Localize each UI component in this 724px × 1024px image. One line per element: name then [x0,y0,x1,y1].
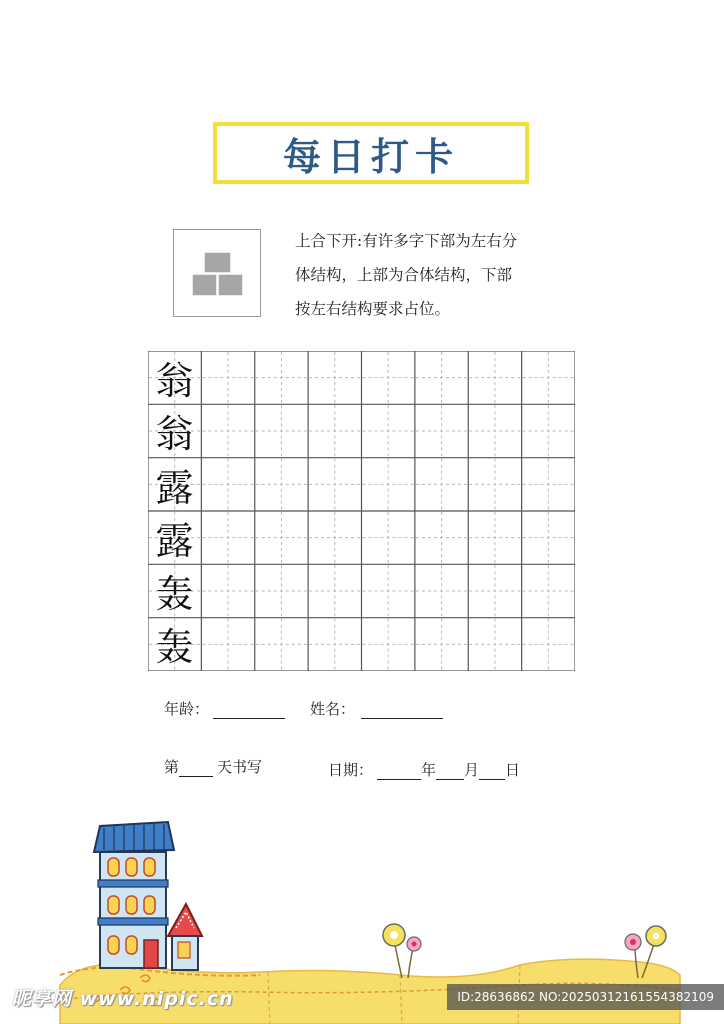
day-prefix: 第 [164,758,180,776]
name-label: 姓名： [310,700,356,718]
description-line-3: 按左右结构要求占位。 [295,300,451,318]
page-title: 每日打卡 [282,134,459,179]
tall-house-icon [94,822,174,968]
model-char-3: 露 [155,466,194,510]
description-line-2: 体结构，上部为合体结构，下部 [295,266,513,284]
watermark-id: ID:28636862 NO:20250312161554382109 [447,984,724,1010]
model-char-2: 翁 [155,412,194,456]
description-line-1: 上合下开:有许多字下部为左右分 [295,232,518,250]
age-label: 年龄： [164,700,210,718]
watermark-site: 昵享网 www.nipic.cn [12,988,234,1010]
date-label: 日期： [328,761,374,779]
model-char-1: 翁 [155,359,194,403]
model-char-5: 轰 [155,572,194,616]
small-house-icon [168,904,202,970]
model-char-6: 轰 [155,625,194,669]
year-label: 年 [421,761,437,779]
month-label: 月 [464,761,480,779]
model-char-4: 露 [155,519,194,563]
day-suffix: 天书写 [217,758,263,776]
day-label: 日 [505,761,521,779]
